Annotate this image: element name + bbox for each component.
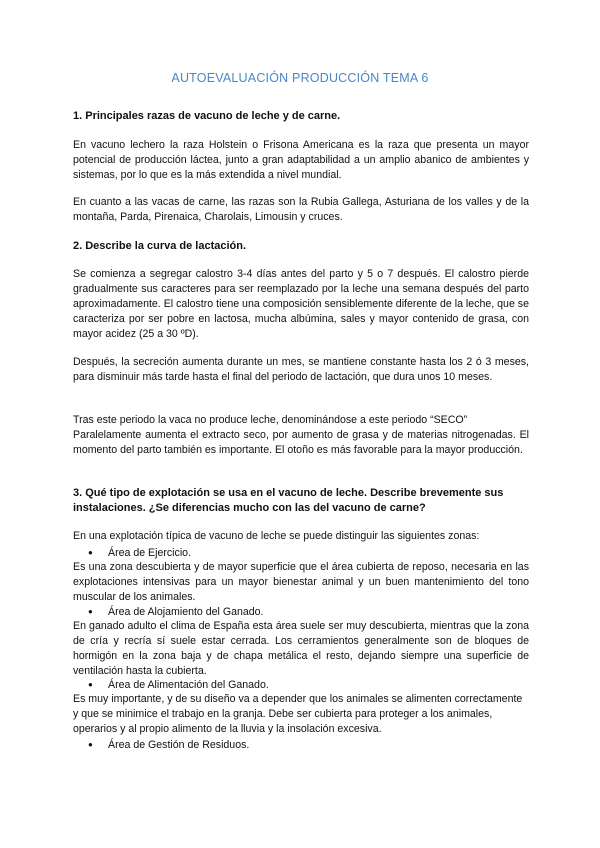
section-1-heading: 1. Principales razas de vacuno de leche y de carne. <box>73 110 341 122</box>
bullet-icon: ● <box>88 548 93 557</box>
area-name: Área de Gestión de Residuos. <box>108 739 250 751</box>
section-2-paragraph-2: Después, la secreción aumenta durante un mes, se mantiene constante hasta los 2 ó 3 meses, para disminuir más tarde hasta el final del periodo de lactación, que dura unos 10 meses. <box>73 356 529 383</box>
area-name: Área de Alimentación del Ganado. <box>108 679 269 691</box>
section-3-heading: 3. Qué tipo de explotación se usa en el vacuno de leche. Describe brevemente sus instalaciones. ¿Se diferencias mucho con las del vacuno de carne? <box>73 487 504 514</box>
area-name: Área de Alojamiento del Ganado. <box>108 606 264 618</box>
document-title: AUTOEVALUACIÓN PRODUCCIÓN TEMA 6 <box>171 71 429 85</box>
area-description: En ganado adulto el clima de España esta área suele ser muy descubierta, mientras que la zona de cría y recría sí suele estar cerrada. Los cerramientos generalmente son de bloques de hormigón en la zona baja y de chapa metálica el resto, dejando siempre una superficie de ventilación hasta la cubierta. <box>73 620 529 677</box>
bullet-icon: ● <box>88 680 93 689</box>
bullet-icon: ● <box>88 607 93 616</box>
area-bullet <box>88 545 528 561</box>
section-2-paragraph-1: Se comienza a segregar calostro 3-4 días antes del parto y 5 o 7 después. El calostro pierde gradualmente sus caracteres para ser reemplazado por la leche una semana después del parto aproximadamente. El calostro tiene una composición sensiblemente diferente de la leche, que se caracteriza por ser pobre en lactosa, mucha albúmina, sales y mayor contenido de grasa, con mayor acidez (25 a 30 ºD). <box>73 268 529 340</box>
area-description: Es muy importante, y de su diseño va a depender que los animales se alimenten correctamente y que se minimice el trabajo en la granja. Debe ser cubierta para proteger a los animales, operarios y al propio alimento de la lluvia y la insolación excesiva. <box>73 693 523 735</box>
area-bullet <box>88 737 528 753</box>
bullet-icon: ● <box>88 740 93 749</box>
section-2-paragraph-3: Tras este periodo la vaca no produce leche, denominándose a este periodo “SECO” <box>73 414 468 426</box>
section-3-intro: En una explotación típica de vacuno de leche se puede distinguir las siguientes zonas: <box>73 530 480 542</box>
area-bullet <box>88 604 528 620</box>
section-1-paragraph-2: En cuanto a las vacas de carne, las razas son la Rubia Gallega, Asturiana de los valles y de la montaña, Parda, Pirenaica, Charolais, Limousin y cruces. <box>73 196 529 223</box>
area-name: Área de Ejercicio. <box>108 547 192 559</box>
section-2-heading: 2. Describe la curva de lactación. <box>73 240 247 252</box>
area-description: Es una zona descubierta y de mayor superficie que el área cubierta de reposo, necesaria en las explotaciones intensivas para un mayor bienestar animal y un buen mantenimiento del tono muscular de los animales. <box>73 561 529 603</box>
section-1-paragraph-1: En vacuno lechero la raza Holstein o Frisona Americana es la raza que presenta un mayor potencial de producción láctea, junto a gran adaptabilidad a un amplio abanico de ambientes y sistemas, por lo que es la más extendida a nivel mundial. <box>73 139 529 181</box>
section-2-paragraph-4: Paralelamente aumenta el extracto seco, por aumento de grasa y de materias nitrogenadas. El momento del parto también es importante. El otoño es más favorable para la mayor producción. <box>73 429 529 456</box>
area-bullet <box>88 677 528 693</box>
